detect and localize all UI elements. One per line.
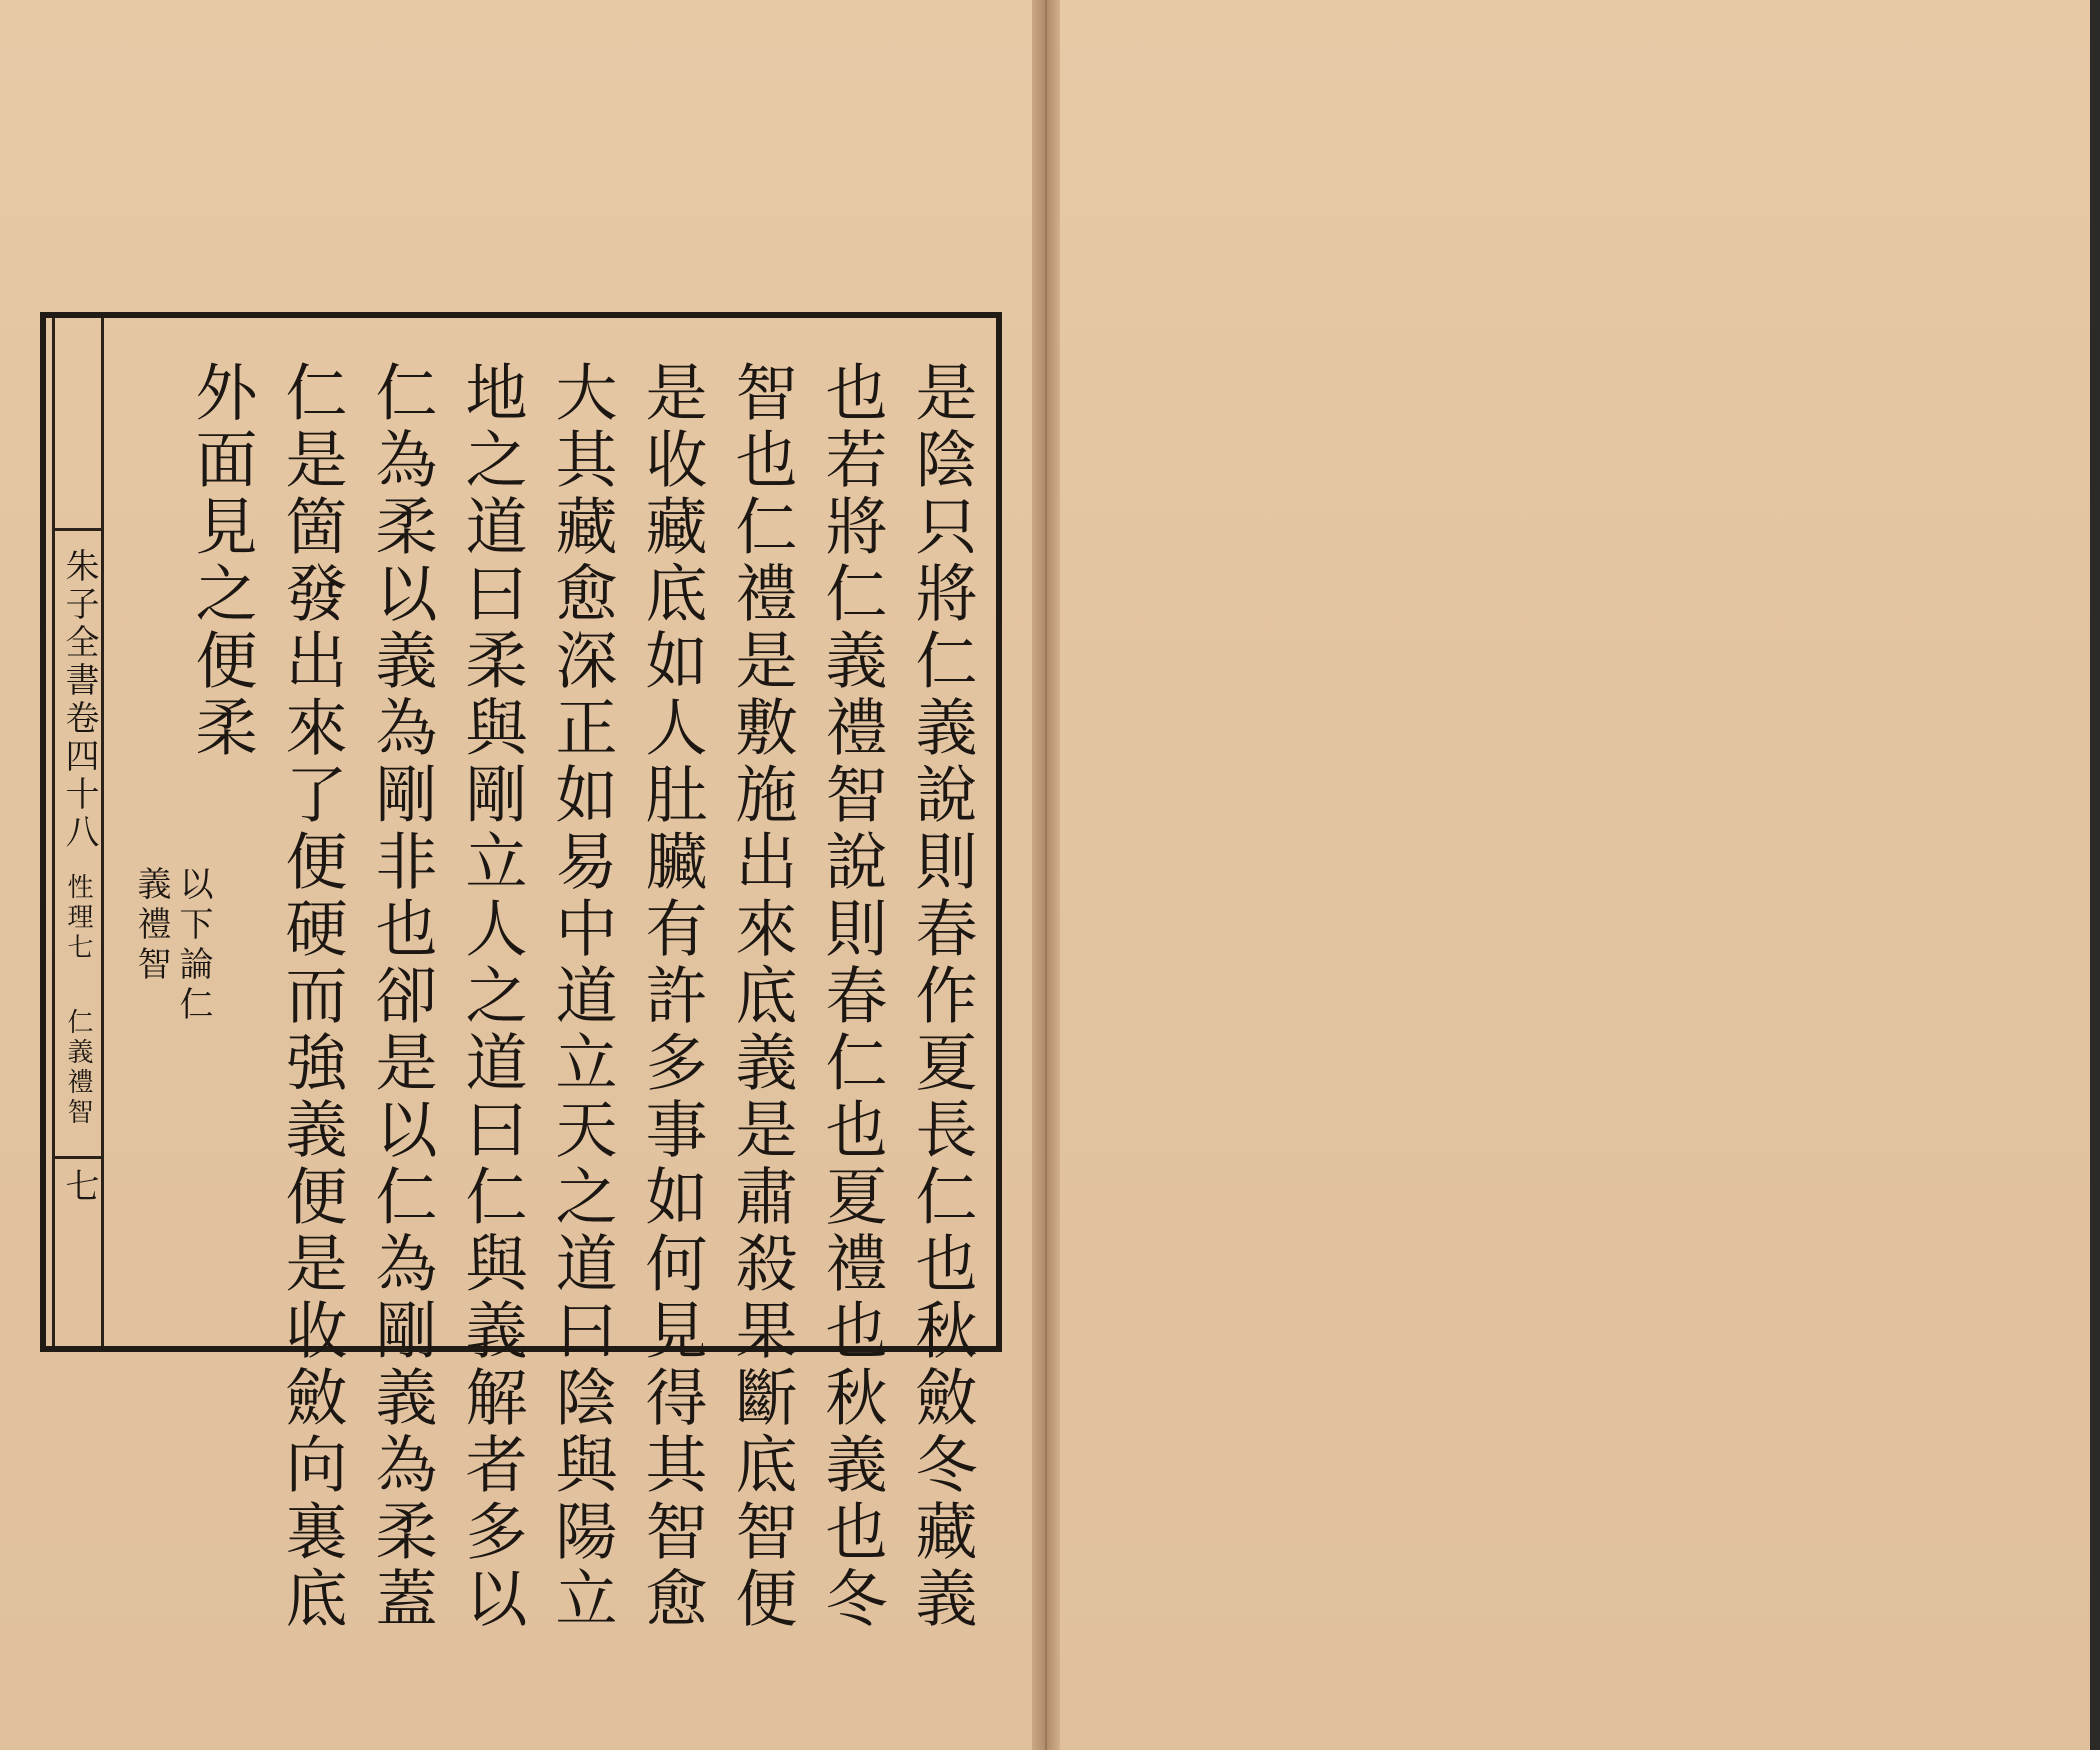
banner-rule [55,528,101,531]
text-column: 大其藏愈深正如易中道立天之道曰陰與陽立 [545,360,618,1633]
text-column: 是收藏底如人肚臟有許多事如何見得其智愈 [635,360,708,1633]
banner-rule [55,1156,101,1159]
text-column: 也若將仁義禮智說則春仁也夏禮也秋義也冬 [815,360,888,1633]
book-fold [1032,0,1060,1750]
text-column: 外面見之便柔 [185,360,258,762]
left-text-frame [40,312,1002,1633]
text-column: 地之道曰柔與剛立人之道曰仁與義解者多以 [455,360,528,1633]
annotation-note: 以下論仁 [173,866,213,1026]
left-page [0,0,1032,1750]
text-column: 仁是箇發出來了便硬而強義便是收斂向裏底 [275,360,348,1633]
text-column: 仁為柔以義為剛非也卻是以仁為剛義為柔蓋 [365,360,438,1633]
banner-folio: 七 [59,1168,99,1206]
left-banner [52,318,104,1346]
banner-book-title: 朱子全書卷四十八 [59,548,99,852]
banner-topic: 仁義禮智 [63,1008,93,1128]
annotation-note: 義禮智 [131,866,171,986]
right-page [1060,0,2090,1750]
banner-section: 性理七 [63,873,93,963]
text-column: 是陰只將仁義說則春作夏長仁也秋斂冬藏義 [905,360,978,1633]
text-column: 智也仁禮是敷施出來底義是肅殺果斷底智便 [725,360,798,1633]
